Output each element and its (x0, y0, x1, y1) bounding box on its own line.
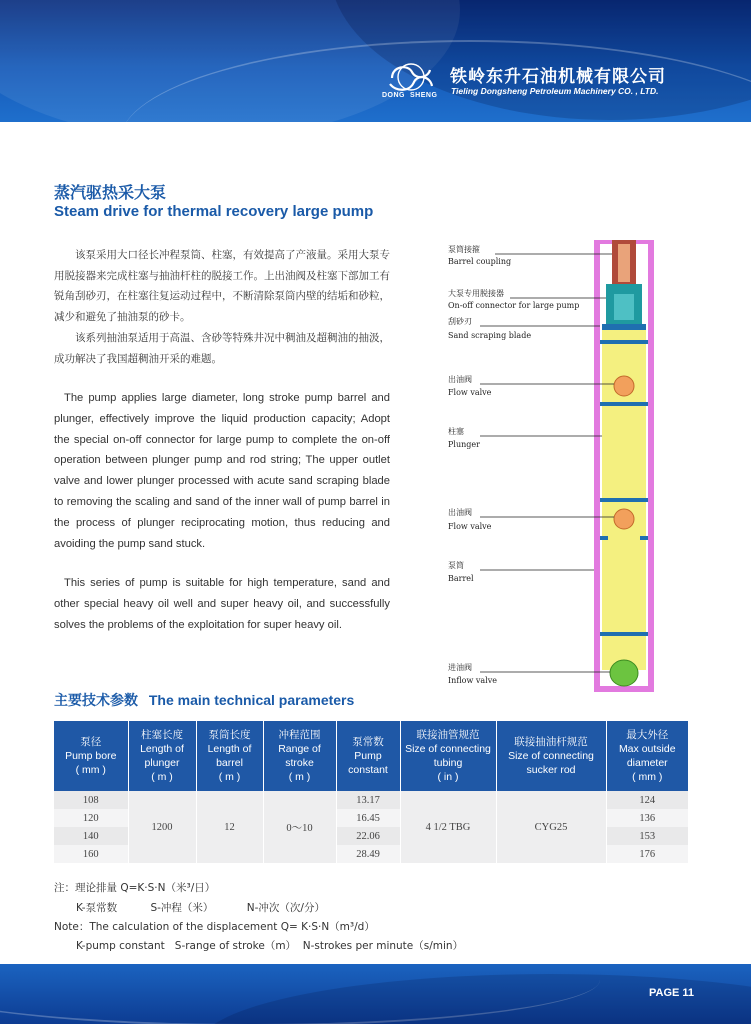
note-symbols-en: K-pump constant S-range of stroke（m） N-strokes per minute（s/min） (76, 940, 464, 952)
label-barrel-en: Barrel (448, 574, 474, 583)
label-scraping-blade-en: Sand scraping blade (448, 331, 532, 340)
table-header-row (54, 721, 688, 791)
flow-valve-lower-shape (614, 509, 634, 529)
params-table (54, 721, 688, 863)
note-symbols-cn: K-泵常数 S-冲程（米） N-冲次（次/分） (76, 902, 325, 914)
cell-bore: 120 (54, 809, 128, 827)
cell-max-od: 136 (606, 809, 688, 827)
label-inflow-valve-en: Inflow valve (448, 676, 497, 685)
col-header: 柱塞长度 Length of plunger ( m ) (128, 721, 196, 791)
label-flow-valve-lower-en: Flow valve (448, 522, 492, 531)
cell-bore: 108 (54, 791, 128, 809)
cell-max-od: 124 (606, 791, 688, 809)
cell-tubing: 4 1/2 TBG (400, 791, 496, 863)
col-header: 泵径 Pump bore ( mm ) (54, 721, 128, 791)
cell-max-od: 176 (606, 845, 688, 863)
note-formula-cn: 注：理论排量 Q=K·S·N（米³/日） (54, 882, 216, 894)
table-row (54, 791, 688, 809)
cell-sucker-rod: CYG25 (496, 791, 606, 863)
description-en-2: This series of pump is suitable for high temperature, sand and other special heavy oil well and super heavy oil, and successfully solves the problems of the exploitation for super heavy oil. (54, 577, 390, 631)
label-flow-valve-upper-cn: 出油阀 (448, 375, 472, 384)
page-number: PAGE 11 (649, 987, 695, 999)
col-header: 最大外径 Max outside diameter ( mm ) (606, 721, 688, 791)
label-inflow-valve-cn: 进油阀 (448, 663, 472, 672)
page-footer (0, 964, 751, 1024)
label-flow-valve-upper-en: Flow valve (448, 388, 492, 397)
cell-barrel-length: 12 (196, 791, 263, 863)
cell-bore: 140 (54, 827, 128, 845)
company-name-en: Tieling Dongsheng Petroleum Machinery CO. , LTD. (451, 86, 659, 96)
cell-pump-constant: 13.17 (336, 791, 400, 809)
cell-stroke-range: 0～10 (263, 791, 336, 863)
col-header: 联接抽油杆规范 Size of connecting sucker rod (496, 721, 606, 791)
company-name-cn: 铁岭东升石油机械有限公司 (450, 67, 666, 87)
label-plunger-cn: 柱塞 (448, 427, 464, 436)
label-connector-en: On-off connector for large pump (448, 301, 580, 310)
cell-pump-constant: 28.49 (336, 845, 400, 863)
note-formula-en: Note：The calculation of the displacement Q= K·S·N（m³/d） (54, 921, 375, 933)
page-header (0, 0, 751, 122)
logo-text-right: SHENG (410, 92, 438, 99)
page-title-cn: 蒸汽驱热采大泵 (54, 183, 167, 202)
page-title-en: Steam drive for thermal recovery large pump (54, 203, 374, 220)
col-header: 冲程范围 Range of stroke ( m ) (263, 721, 336, 791)
params-section-title (54, 690, 354, 710)
col-header: 联接油管规范 Size of connecting tubing ( in ) (400, 721, 496, 791)
label-flow-valve-lower-cn: 出油阀 (448, 508, 472, 517)
col-header: 泵筒长度 Length of barrel ( m ) (196, 721, 263, 791)
col-header: 泵常数 Pump constant (336, 721, 400, 791)
label-plunger-en: Plunger (448, 440, 480, 449)
label-barrel-cn: 泵筒 (448, 561, 464, 570)
description-en-1: The pump applies large diameter, long stroke pump barrel and plunger, effectively improve the liquid production capacity; Adopt the special on-off connector for large pump to complete the on-off operation between plunger pump and rod string; The upper outlet valve and lower plunger processed with acute sand scraping blade to removing the scaling and sand of the inner wall of pump barrel in the process of plunger reciprocating motion, thus reducing and avoiding the pump sand stuck. (54, 392, 390, 550)
logo-text-left: DONG (382, 92, 405, 99)
cell-pump-constant: 16.45 (336, 809, 400, 827)
description-cn-2: 该系列抽油泵适用于高温、含砂等特殊井况中稠油及超稠油的抽汲，成功解决了我国超稠油开采的难题。 (54, 332, 390, 365)
inflow-valve-shape (610, 660, 638, 686)
label-connector-cn: 大泵专用脱接器 (448, 289, 504, 298)
label-scraping-blade-cn: 刮砂刃 (448, 317, 472, 326)
cell-plunger-length: 1200 (128, 791, 196, 863)
description-cn-1: 该泵采用大口径长冲程泵筒、柱塞，有效提高了产液量。采用大泵专用脱接器来完成柱塞与抽油杆柱的脱接工作。上出油阀及柱塞下部加工有锐角刮砂刃，在柱塞往复运动过程中，不断清除泵筒内壁的结垢和砂粒，减少和避免了抽油泵的砂卡。 (54, 249, 390, 323)
cell-bore: 160 (54, 845, 128, 863)
label-barrel-coupling-cn: 泵筒接箍 (448, 245, 480, 254)
cell-max-od: 153 (606, 827, 688, 845)
label-barrel-coupling-en: Barrel coupling (448, 257, 512, 266)
flow-valve-upper-shape (614, 376, 634, 396)
pump-diagram (440, 236, 660, 696)
params-title-cn: 主要技术参数 (54, 693, 138, 709)
cell-pump-constant: 22.06 (336, 827, 400, 845)
params-title-en: The main technical parameters (148, 692, 355, 708)
